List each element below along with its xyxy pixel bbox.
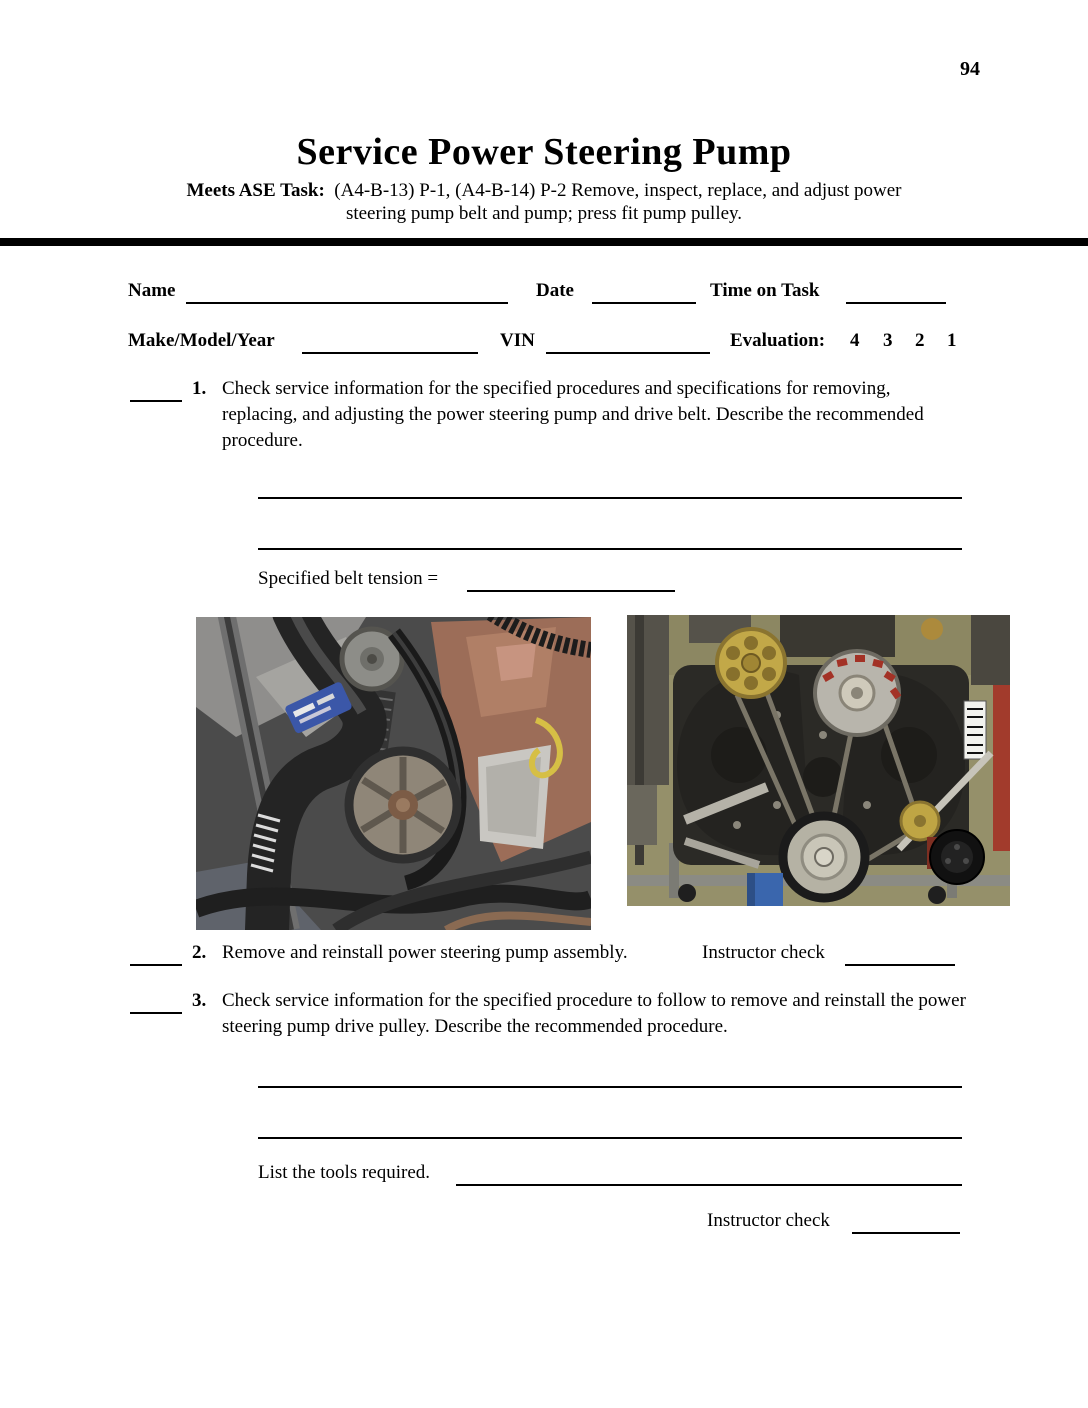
task3-check-blank xyxy=(130,988,182,1014)
task2-number: 2. xyxy=(192,942,207,963)
evaluation-score-1: 1 xyxy=(947,330,957,351)
evaluation-label: Evaluation: xyxy=(730,330,826,351)
ase-task-line2: steering pump belt and pump; press fit pump pulley. xyxy=(345,203,743,224)
instructor-check-blank-line xyxy=(852,1208,960,1234)
header-divider-rule xyxy=(0,238,1088,246)
answer-line-3 xyxy=(258,1086,962,1088)
time-on-task-blank-line xyxy=(846,278,946,304)
evaluation-score-2: 2 xyxy=(915,330,925,351)
ase-task-codes: (A4-B-13) P-1, (A4-B-14) P-2 Remove, inspect, replace, and adjust power xyxy=(334,180,902,201)
vin-label: VIN xyxy=(500,330,535,351)
answer-line-2 xyxy=(258,548,962,550)
engine-stand-front-belt-photo xyxy=(627,615,1010,906)
task2-instructor-check-label: Instructor check xyxy=(702,942,825,963)
name-label: Name xyxy=(128,280,176,301)
name-blank-line xyxy=(186,278,508,304)
list-tools-blank-line xyxy=(456,1160,962,1186)
date-label: Date xyxy=(536,280,574,301)
task1-check-blank xyxy=(130,376,182,402)
answer-line-1 xyxy=(258,497,962,499)
task2-instructor-check-blank xyxy=(845,940,955,966)
engine-bay-power-steering-pump-photo xyxy=(196,617,591,930)
belt-tension-blank-line xyxy=(467,566,675,592)
answer-line-4 xyxy=(258,1137,962,1139)
task2-check-blank xyxy=(130,940,182,966)
make-model-year-blank-line xyxy=(302,328,478,354)
evaluation-score-4: 4 xyxy=(850,330,860,351)
date-blank-line xyxy=(592,278,696,304)
instructor-check-label: Instructor check xyxy=(707,1210,830,1231)
page-number: 94 xyxy=(960,58,980,80)
page-title: Service Power Steering Pump xyxy=(296,131,792,173)
belt-tension-label: Specified belt tension = xyxy=(258,568,439,589)
make-model-year-label: Make/Model/Year xyxy=(128,330,275,351)
task3-text: Check service information for the specified procedure to follow to remove and reinstall the power steering pump drive pulley. Describe the recommended procedure. xyxy=(222,990,966,1037)
ase-task-line1 xyxy=(0,180,1088,202)
task3-number: 3. xyxy=(192,990,207,1011)
list-tools-label: List the tools required. xyxy=(258,1162,431,1183)
task1-text: Check service information for the specified procedures and specifications for removing, replacing, and adjusting the power steering pump and drive belt. Describe the recommended procedure. xyxy=(222,378,924,451)
ase-task-label: Meets ASE Task: xyxy=(186,180,325,201)
vin-blank-line xyxy=(546,328,710,354)
evaluation-score-3: 3 xyxy=(883,330,893,351)
task1-number: 1. xyxy=(192,378,207,399)
task2-text: Remove and reinstall power steering pump assembly. xyxy=(222,942,628,963)
time-on-task-label: Time on Task xyxy=(710,280,820,301)
